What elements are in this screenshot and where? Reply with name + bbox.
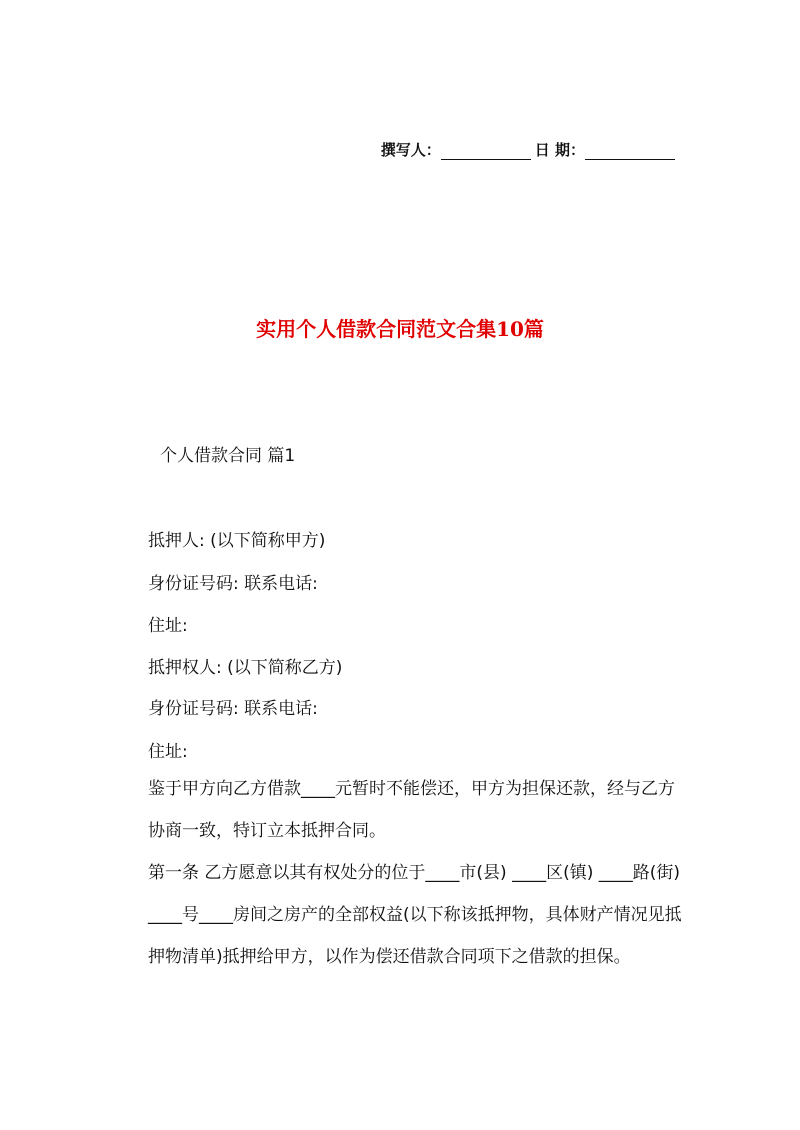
date-label: 日 期： — [534, 141, 585, 159]
field-line-pledgor-address: 住址: — [148, 616, 188, 636]
document-title: 实用个人借款合同范文合集10篇 — [256, 317, 544, 341]
field-line-pledgee-id: 身份证号码: 联系电话: — [148, 699, 318, 719]
date-blank — [585, 143, 675, 160]
field-line-pledgee-address: 住址: — [148, 742, 188, 762]
paragraph-article-1 — [120, 852, 685, 978]
document-header — [381, 139, 679, 160]
paragraph-text: 鉴于甲方向乙方借款____元暂时不能偿还，甲方为担保还款，经与乙方协商一致，特订立本抵押合同。 — [148, 779, 675, 841]
author-label: 撰写人： — [380, 141, 441, 159]
section-heading: 个人借款合同 篇1 — [160, 446, 296, 466]
paragraph-preamble — [120, 768, 685, 852]
author-blank — [441, 143, 531, 160]
paragraph-text: 第一条 乙方愿意以其有权处分的位于____市(县) ____区(镇) ____路(街) ____号____房间之房产的全部权益(以下称该抵押物，具体财产情况见抵押物清单)抵押给甲方，以作为偿还借款合同项下之借款的担保。 — [148, 863, 682, 967]
field-line-pledgor: 抵押人: (以下简称甲方) — [148, 531, 326, 551]
field-line-pledgor-id: 身份证号码: 联系电话: — [148, 574, 318, 594]
field-line-pledgee: 抵押权人: (以下简称乙方) — [148, 658, 343, 678]
